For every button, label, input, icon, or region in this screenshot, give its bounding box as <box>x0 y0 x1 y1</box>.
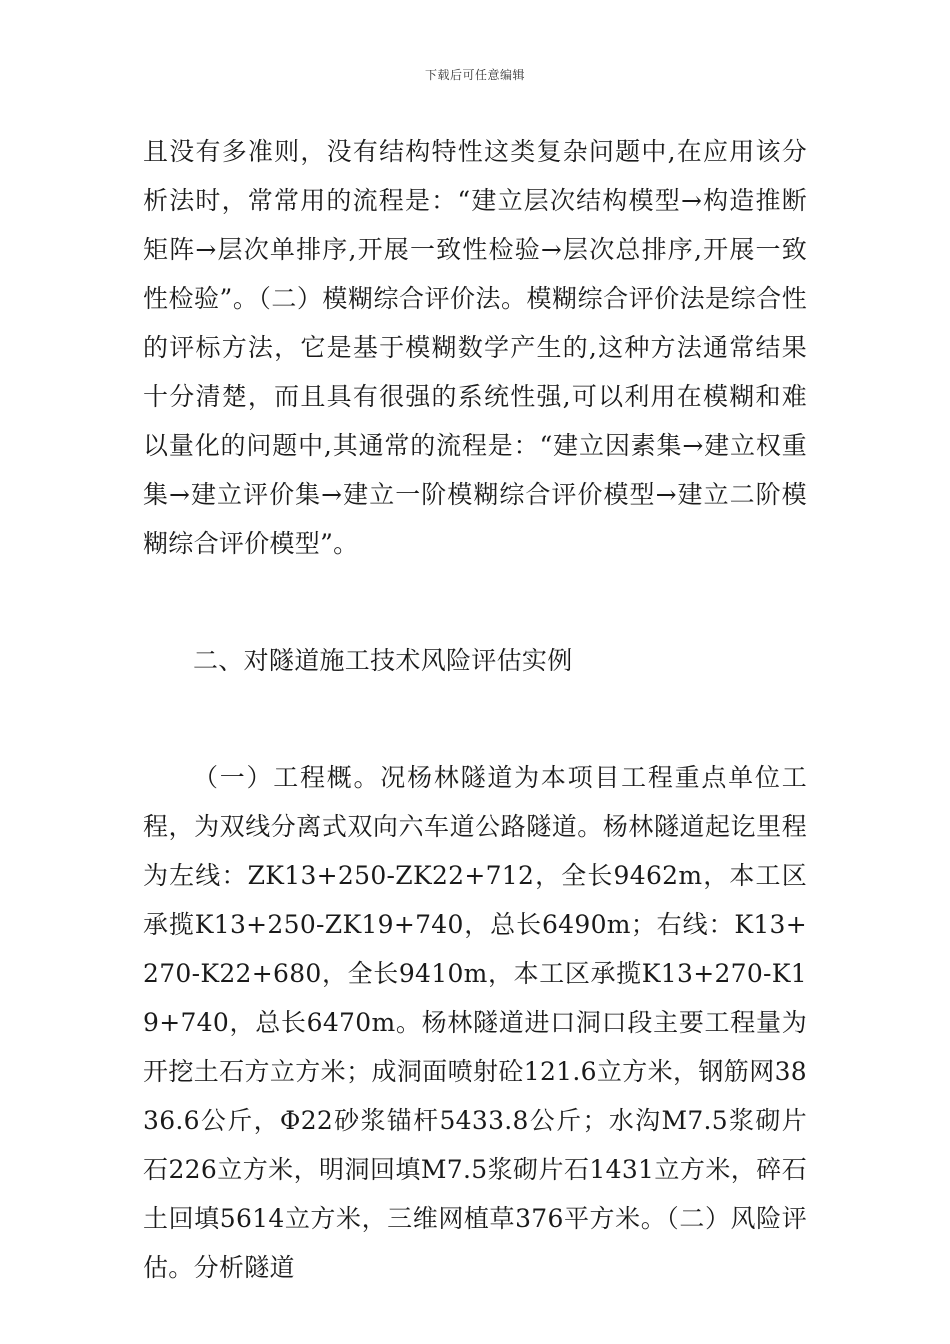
section-heading: 二、对隧道施工技术风险评估实例 <box>193 646 573 675</box>
paragraph-analysis-methods: 且没有多准则，没有结构特性这类复杂问题中,在应用该分析法时，常常用的流程是：“建立层次结构模型→构造推断矩阵→层次单排序,开展一致性检验→层次总排序,开展一致性检验”。（二）模糊综合评价法。模糊综合评价法是综合性的评标方法，它是基于模糊数学产生的,这种方法通常结果十分清楚，而且具有很强的系统性强,可以利用在模糊和难以量化的问题中,其通常的流程是：“建立因素集→建立权重集→建立评价集→建立一阶模糊综合评价模型→建立二阶模糊综合评价模型”。 <box>143 137 807 558</box>
document-body <box>143 127 807 1292</box>
paragraph-project-overview: （一）工程概。况杨林隧道为本项目工程重点单位工程，为双线分离式双向六车道公路隧道。杨林隧道起讫里程为左线：ZK13+250-ZK22+712，全长9462m，本工区承揽K13+250-ZK19+740，总长6490m；右线：K13+270-K22+680，全长9410m，本工区承揽K13+270-K19+740，总长6470m。杨林隧道进口洞口段主要工程量为开挖土石方立方米；成洞面喷射砼121.6立方米，钢筋网3836.6公斤，Φ22砂浆锚杆5433.8公斤；水沟M7.5浆砌片石226立方米，明洞回填M7.5浆砌片石1431立方米，碎石土回填5614立方米，三维网植草376平方米。（二）风险评估。分析隧道 <box>143 763 807 1282</box>
page-header: 下载后可任意编辑 <box>424 68 525 82</box>
